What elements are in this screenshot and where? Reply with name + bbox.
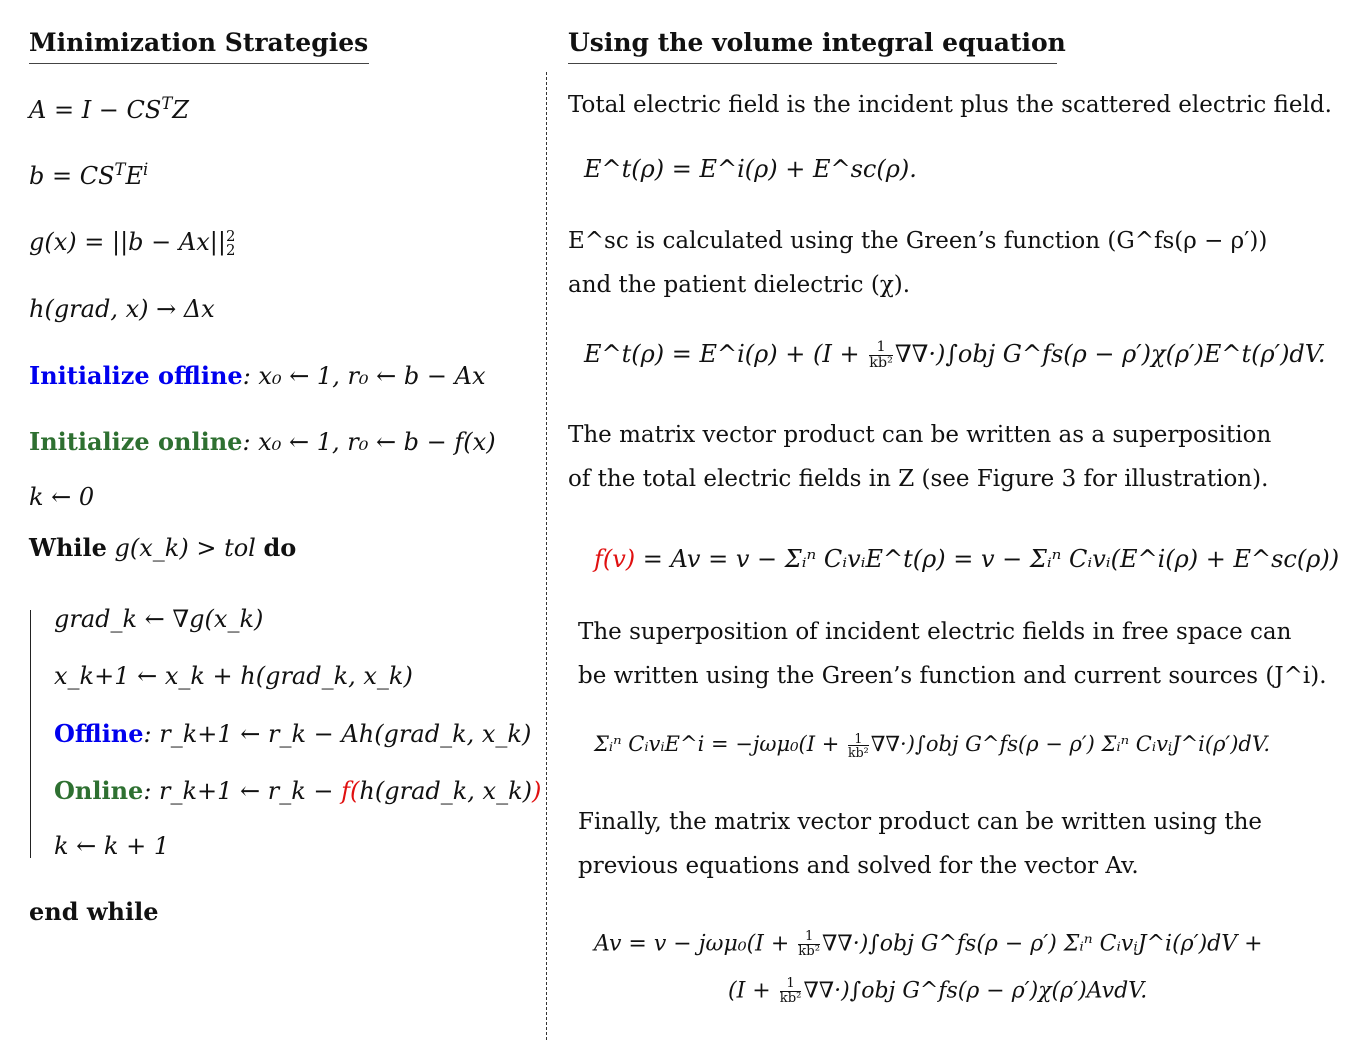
- loop-x: [54, 662, 413, 690]
- eq-b-end: E: [125, 162, 143, 190]
- loop-k: [54, 832, 169, 860]
- eq-5-frac-2-num: 1: [780, 977, 802, 992]
- para-4b: be written using the Green’s function and current sources (J^i).: [578, 663, 1327, 689]
- offline-expr: : r_k+1 ← r_k − Ah(grad_k, x_k): [143, 720, 532, 748]
- para-3b: of the total electric fields in Z (see Figure 3 for illustration).: [568, 466, 1269, 492]
- loop-x-expr: x_k+1 ← x_k + h(grad_k, x_k): [54, 662, 413, 690]
- eq-A-end: Z: [172, 96, 189, 124]
- eq-A-main: A = I − CS: [29, 96, 162, 124]
- online-label: Online: [54, 776, 144, 805]
- eq-A-sup: T: [161, 94, 173, 113]
- eq-1-expr: E^t(ρ) = E^i(ρ) + E^sc(ρ).: [584, 155, 917, 183]
- eq-5-line-2: [728, 977, 1147, 1006]
- loop-grad-expr: grad_k ← ∇g(x_k): [54, 605, 264, 633]
- eq-4-frac-den: kb²: [847, 745, 869, 761]
- eq-2-frac-den: kb²: [869, 355, 893, 372]
- eq-5-frac-2-den: kb²: [779, 990, 802, 1006]
- eq-g-sup: 2: [225, 227, 236, 246]
- eq-b-main: b = CS: [29, 162, 115, 190]
- init-online: [29, 427, 496, 456]
- column-divider: [546, 72, 547, 1040]
- eq-4-frac: [848, 732, 869, 759]
- eq-A: [29, 96, 189, 124]
- eq-5-line-1-a: Av = v − jωμ₀(I +: [594, 931, 797, 957]
- eq-4-a: Σᵢⁿ CᵢvᵢE^i = −jωμ₀(I +: [594, 732, 846, 757]
- eq-5-line-1-b: ∇∇·)∫obj G^fs(ρ − ρ′) Σᵢⁿ CᵢvᵢJ^i(ρ′)dV +: [822, 931, 1263, 957]
- init-offline-expr: : x₀ ← 1, r₀ ← b − Ax: [242, 362, 486, 390]
- eq-5-line-2-b: ∇∇·)∫obj G^fs(ρ − ρ′)χ(ρ′)AvdV.: [803, 978, 1148, 1004]
- eq-h-main: h(grad, x) → Δx: [29, 295, 215, 323]
- init-offline-label: Initialize offline: [29, 361, 243, 390]
- online-f: f(: [341, 777, 360, 805]
- para-1: Total electric field is the incident plus the scattered electric field.: [568, 92, 1332, 118]
- eq-2-a: E^t(ρ) = E^i(ρ) + (I +: [584, 340, 868, 369]
- eq-2-frac-num: 1: [869, 340, 893, 356]
- right-heading: Using the volume integral equation: [568, 28, 1066, 57]
- para-4a: The superposition of incident electric fields in free space can: [578, 619, 1292, 645]
- while-keyword: While: [29, 533, 107, 562]
- eq-5-frac-2: [780, 977, 802, 1006]
- eq-5-frac-1: [798, 930, 820, 959]
- left-heading: Minimization Strategies: [29, 28, 369, 57]
- eq-2-b: ∇∇·)∫obj G^fs(ρ − ρ′)χ(ρ′)E^t(ρ′)dV.: [894, 340, 1326, 369]
- para-5b: previous equations and solved for the vector Av.: [578, 853, 1139, 879]
- offline-label: Offline: [54, 719, 144, 748]
- eq-b-sup: T: [114, 160, 126, 179]
- loop-bar: [30, 610, 31, 858]
- k-init: [29, 483, 94, 511]
- eq-2-frac: [869, 340, 893, 371]
- right-heading-rule: [568, 63, 1057, 64]
- eq-h: [29, 295, 215, 323]
- eq-3-rest: = Av = v − Σᵢⁿ CᵢvᵢE^t(ρ) = v − Σᵢⁿ Cᵢvᵢ(E^i(ρ) + E^sc(ρ)): [635, 545, 1340, 573]
- init-online-label: Initialize online: [29, 427, 243, 456]
- online-expr-a: : r_k+1 ← r_k −: [143, 777, 342, 805]
- left-heading-rule: [29, 63, 369, 64]
- para-3a: The matrix vector product can be written as a superposition: [568, 422, 1272, 448]
- while-condition: g(x_k) > tol: [114, 534, 256, 562]
- eq-2: [584, 340, 1326, 371]
- eq-g: [29, 228, 235, 257]
- eq-5-frac-1-den: kb²: [798, 943, 820, 959]
- loop-grad: [54, 605, 263, 633]
- eq-4: [594, 732, 1270, 759]
- para-2a: E^sc is calculated using the Green’s function (G^fs(ρ − ρ′)): [568, 228, 1268, 254]
- eq-b-sup2: i: [142, 160, 149, 179]
- k-init-expr: k ← 0: [29, 483, 95, 511]
- online-close: ): [532, 777, 542, 805]
- eq-3: [594, 545, 1339, 573]
- eq-g-sub: 2: [225, 240, 236, 259]
- loop-k-expr: k ← k + 1: [54, 832, 170, 860]
- eq-1: [584, 155, 917, 183]
- eq-4-frac-num: 1: [848, 732, 869, 746]
- while-line: [29, 533, 296, 562]
- init-offline: [29, 361, 486, 390]
- do-keyword: do: [263, 533, 297, 562]
- loop-offline: [54, 719, 531, 748]
- loop-online: [54, 776, 541, 805]
- end-while: end while: [29, 897, 159, 926]
- eq-5-frac-1-num: 1: [798, 930, 820, 945]
- eq-b: [29, 162, 148, 190]
- eq-5-line-2-a: (I +: [728, 978, 778, 1004]
- eq-g-main: g(x) = ||b − Ax||: [29, 228, 226, 256]
- eq-3-f: f(v): [594, 545, 636, 573]
- eq-4-b: ∇∇·)∫obj G^fs(ρ − ρ′) Σᵢⁿ CᵢvᵢJ^i(ρ′)dV.: [870, 732, 1270, 757]
- para-5a: Finally, the matrix vector product can be written using the: [578, 809, 1263, 835]
- online-expr-b: h(grad_k, x_k): [359, 777, 532, 805]
- eq-5-line-1: [594, 930, 1263, 959]
- init-online-expr: : x₀ ← 1, r₀ ← b − f(x): [242, 428, 496, 456]
- para-2b: and the patient dielectric (χ).: [568, 272, 911, 298]
